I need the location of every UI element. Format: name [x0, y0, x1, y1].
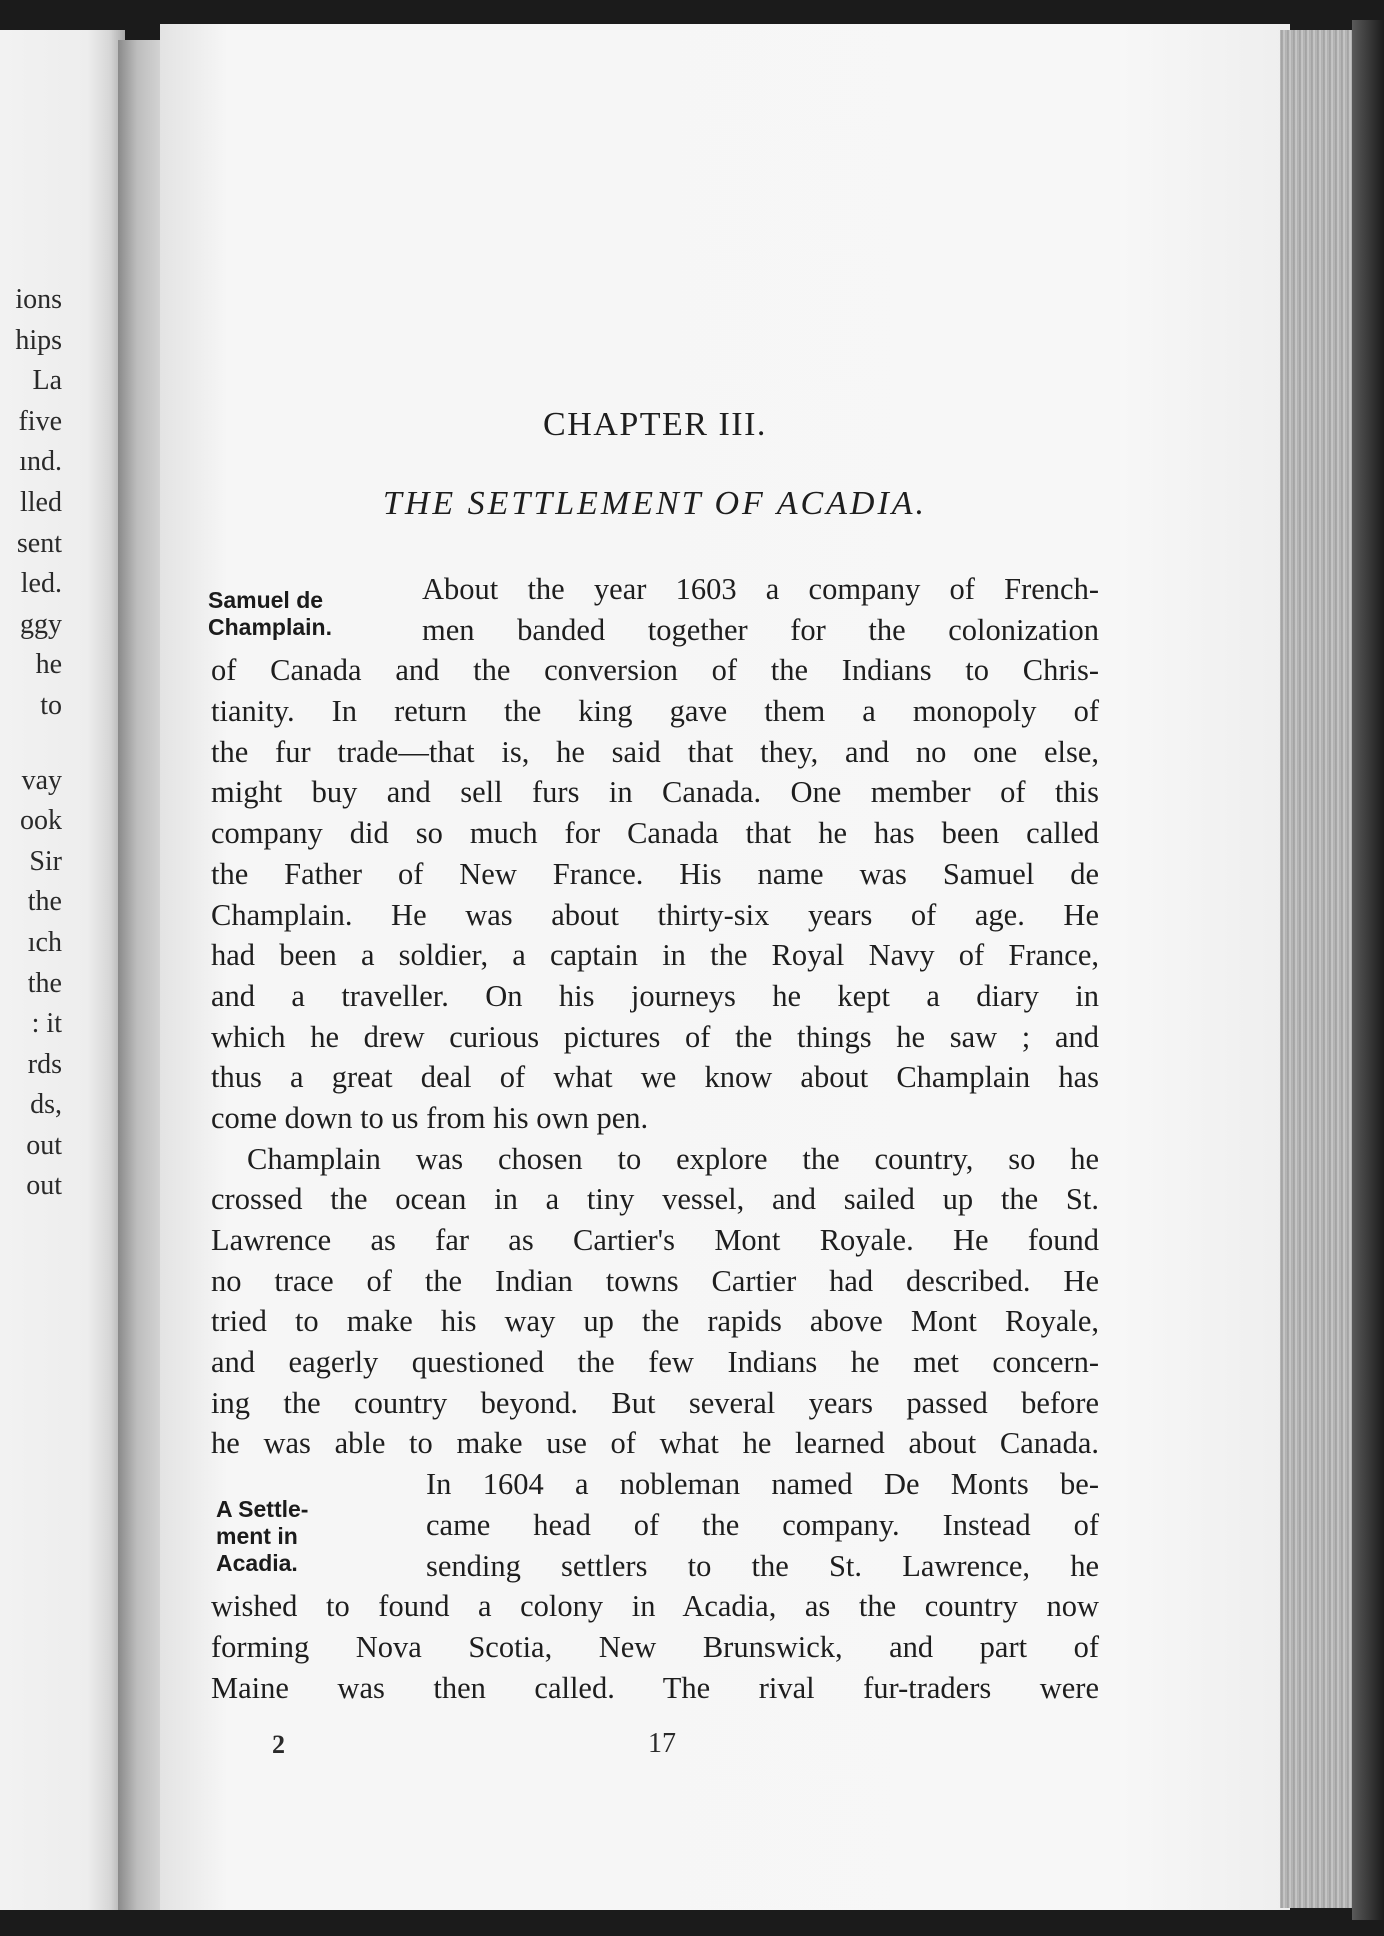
body-line: Champlain was chosen to explore the country, so he	[247, 1141, 1099, 1176]
body-line: the fur trade—that is, he said that they, and no one else,	[211, 734, 1099, 769]
body-line: came head of the company. Instead of	[426, 1507, 1099, 1542]
body-line: might buy and sell furs in Canada. One member of this	[211, 775, 1099, 810]
left-line: to	[40, 689, 62, 721]
left-line: out	[26, 1129, 62, 1161]
body-line: forming Nova Scotia, New Brunswick, and part of	[211, 1629, 1099, 1664]
left-line: hips	[15, 324, 62, 356]
left-line: : it	[31, 1008, 62, 1040]
body-line: of Canada and the conversion of the Indians to Chris-	[211, 653, 1099, 688]
body-line: and eagerly questioned the few Indians he met concern-	[211, 1345, 1099, 1380]
sidenote-line: Samuel de	[208, 587, 324, 613]
chapter-subtitle: THE SETTLEMENT OF ACADIA.	[382, 485, 928, 522]
left-line: the	[27, 967, 62, 999]
body-line: come down to us from his own pen.	[211, 1100, 649, 1135]
left-line: vay	[21, 764, 62, 796]
left-line: ıch	[27, 926, 62, 958]
left-line: ggy	[20, 608, 62, 640]
body-line: About the year 1603 a company of French-	[422, 572, 1099, 606]
left-line: the	[27, 886, 62, 918]
left-line: sent	[16, 527, 62, 559]
sidenote-line: Champlain.	[208, 614, 332, 640]
sidenote-line: Acadia.	[216, 1550, 298, 1576]
body-line: thus a great deal of what we know about Champlain has	[211, 1060, 1099, 1095]
body-line: and a traveller. On his journeys he kept a diary in	[211, 978, 1099, 1013]
left-line: ds,	[30, 1089, 62, 1121]
sidenote-line: A Settle-	[216, 1496, 309, 1522]
body-line: tried to make his way up the rapids above Mont Royale,	[211, 1304, 1099, 1339]
body-line: the Father of New France. His name was Samuel de	[211, 856, 1099, 891]
body-line: sending settlers to the St. Lawrence, he	[426, 1548, 1099, 1583]
left-line: out	[26, 1170, 62, 1202]
body-line: Champlain. He was about thirty-six years of age. He	[211, 897, 1099, 932]
body-line: men banded together for the colonization	[422, 612, 1099, 647]
body-line: ing the country beyond. But several years passed before	[211, 1385, 1099, 1420]
left-line: La	[32, 365, 62, 397]
body-line: Lawrence as far as Cartier's Mont Royale. He found	[211, 1223, 1099, 1257]
left-line: rds	[27, 1048, 62, 1080]
left-line: ions	[15, 284, 62, 315]
body-line: he was able to make use of what he learned about Canada.	[211, 1426, 1099, 1461]
body-line: In 1604 a nobleman named De Monts be-	[426, 1467, 1099, 1502]
body-line: which he drew curious pictures of the things he saw ; and	[211, 1019, 1099, 1054]
left-line-gap	[0, 727, 62, 761]
book-gutter	[118, 40, 166, 1910]
left-line: led.	[20, 568, 62, 600]
body-line: no trace of the Indian towns Cartier had described. He	[211, 1263, 1099, 1298]
body-line: wished to found a colony in Acadia, as the country now	[211, 1589, 1099, 1624]
left-line: ınd.	[19, 446, 62, 478]
page-number: 17	[648, 1728, 676, 1759]
left-line: he	[35, 649, 62, 681]
body-line: Maine was then called. The rival fur-traders were	[211, 1670, 1099, 1705]
sidenote-line: ment in	[216, 1523, 298, 1549]
chapter-title: CHAPTER III.	[543, 406, 767, 443]
signature-mark: 2	[272, 1730, 285, 1759]
left-line: lled	[20, 486, 62, 518]
left-line: ook	[20, 805, 62, 837]
body-line: had been a soldier, a captain in the Royal Navy of France,	[211, 938, 1099, 973]
body-line: company did so much for Canada that he has been called	[211, 816, 1099, 851]
body-text	[211, 569, 1099, 1708]
body-line: tianity. In return the king gave them a monopoly of	[211, 694, 1099, 729]
body-line: crossed the ocean in a tiny vessel, and sailed up the St.	[211, 1182, 1099, 1217]
left-line: five	[18, 405, 62, 437]
left-line: Sir	[29, 845, 62, 877]
page-edges-shadow	[1352, 20, 1384, 1920]
left-page-text	[0, 280, 62, 1207]
